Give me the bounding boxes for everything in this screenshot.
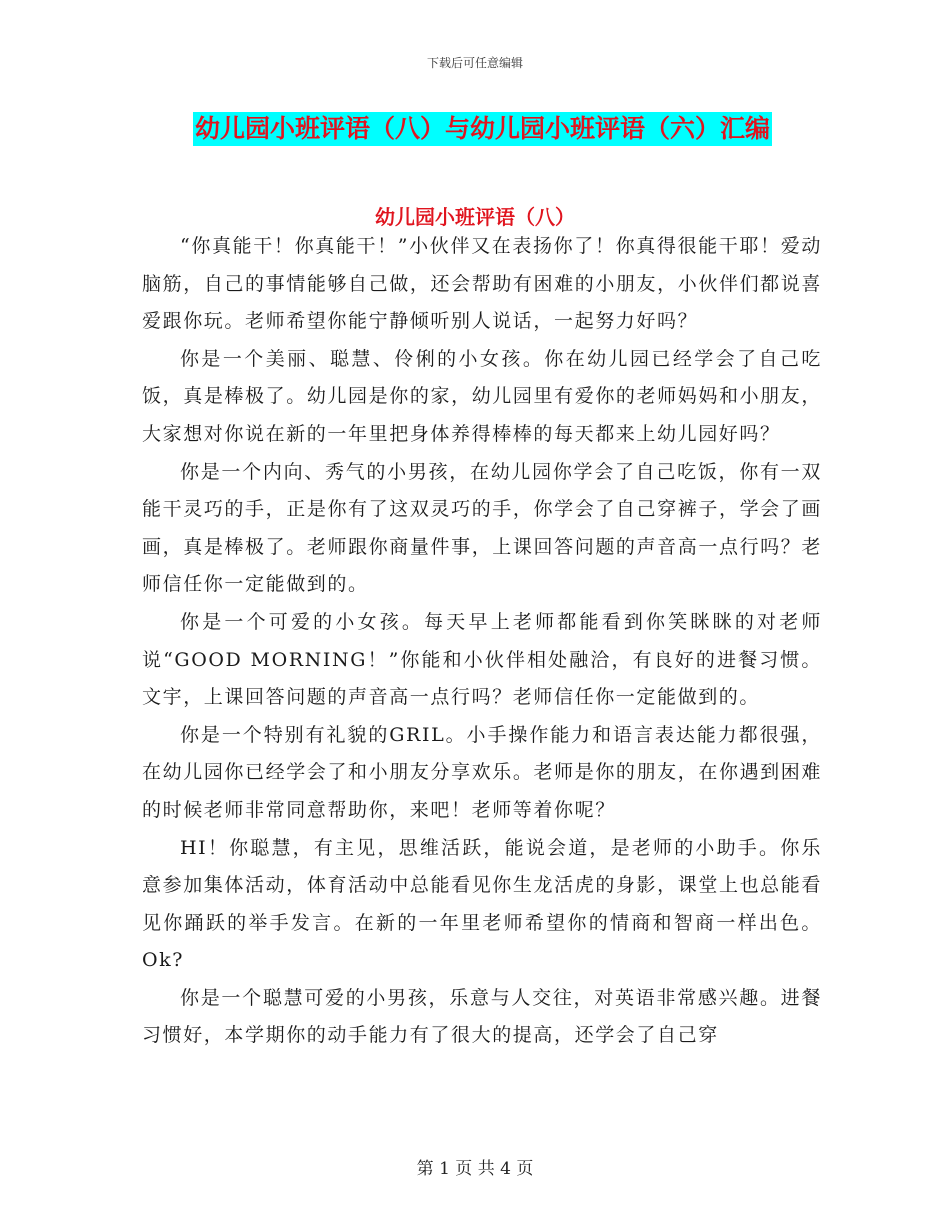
document-title: 幼儿园小班评语（八）与幼儿园小班评语（六）汇编 [193, 112, 772, 146]
paragraph: 你是一个可爱的小女孩。每天早上老师都能看到你笑眯眯的对老师说“GOOD MORNING！”你能和小伙伴相处融洽，有良好的进餐习惯。文宇，上课回答问题的声音高一点行吗？老师信任你一定能做到的。 [142, 610, 822, 709]
paragraph: “你真能干！你真能干！”小伙伴又在表扬你了！你真得很能干耶！爱动脑筋，自己的事情能够自己做，还会帮助有困难的小朋友，小伙伴们都说喜爱跟你玩。老师希望你能宁静倾听别人说话，一起努力好吗？ [142, 235, 822, 333]
page-footer-number: 第 1 页 共 4 页 [416, 1159, 534, 1179]
paragraph: 你是一个特别有礼貌的GRIL。小手操作能力和语言表达能力都很强，在幼儿园你已经学会了和小朋友分享欢乐。老师是你的朋友，在你遇到困难的时候老师非常同意帮助你，来吧！老师等着你呢？ [142, 723, 822, 821]
section-title: 幼儿园小班评语（八） [375, 205, 575, 229]
paragraph: 你是一个美丽、聪慧、伶俐的小女孩。你在幼儿园已经学会了自己吃饭，真是棒极了。幼儿园是你的家，幼儿园里有爱你的老师妈妈和小朋友，大家想对你说在新的一年里把身体养得棒棒的每天都来上幼儿园好吗？ [142, 347, 822, 445]
paragraph: 你是一个内向、秀气的小男孩，在幼儿园你学会了自己吃饭，你有一双能干灵巧的手，正是你有了这双灵巧的手，你学会了自己穿裤子，学会了画画，真是棒极了。老师跟你商量件事，上课回答问题的声音高一点行吗？老师信任你一定能做到的。 [142, 460, 822, 596]
document-title-container [193, 112, 772, 146]
paragraph: HI！你聪慧，有主见，思维活跃，能说会道，是老师的小助手。你乐意参加集体活动，体育活动中总能看见你生龙活虎的身影，课堂上也总能看见你踊跃的举手发言。在新的一年里老师希望你的情商和智商一样出色。Ok? [142, 836, 822, 972]
page-header-note: 下载后可任意编辑 [426, 56, 523, 70]
paragraph: 你是一个聪慧可爱的小男孩，乐意与人交往，对英语非常感兴趣。进餐习惯好，本学期你的动手能力有了很大的提高，还学会了自己穿 [142, 986, 822, 1047]
document-body [142, 228, 822, 1055]
